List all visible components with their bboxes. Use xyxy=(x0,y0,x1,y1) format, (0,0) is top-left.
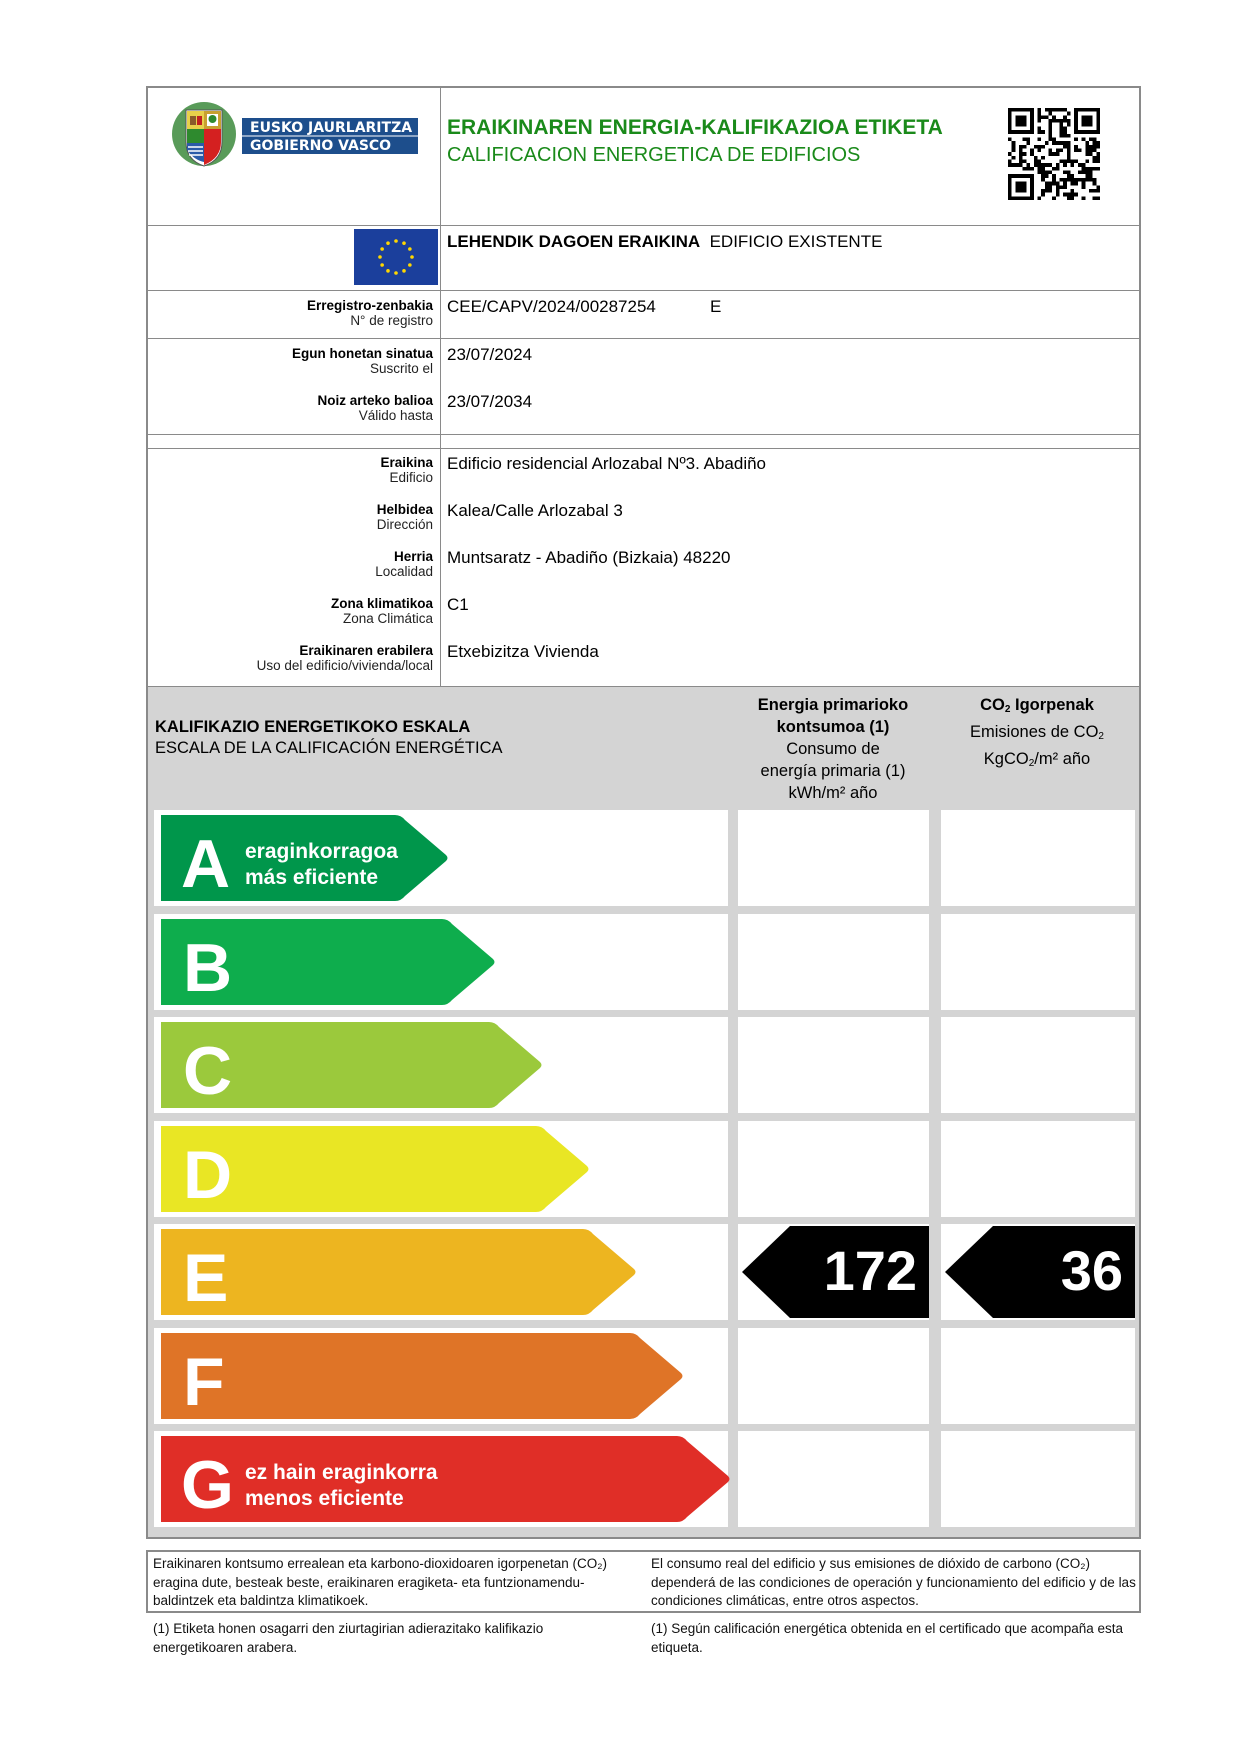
valid-until-label: Noiz arteko balioa Válido hasta xyxy=(317,393,433,423)
rating-bar-g xyxy=(161,1436,732,1522)
footer-note-basque: Eraikinaren kontsumo errealean eta karbono-dioxidoaren igorpenetan (CO₂) eragina dute, besteak beste, eraikinaren eragiketa- eta funtzionamendu-baldintzek eta baldintza klimatikoek. xyxy=(153,1556,607,1608)
co2-cell xyxy=(941,1328,1135,1424)
building-use-value: Etxebizitza Vivienda xyxy=(447,642,599,661)
rating-bar-a xyxy=(161,815,450,901)
scale-title-basque: KALIFIKAZIO ENERGETIKOKO ESKALA xyxy=(155,718,471,736)
rating-caption-basque: eraginkorragoa xyxy=(245,840,398,863)
rating-letter: E xyxy=(183,1240,229,1315)
rating-bar-d xyxy=(161,1126,591,1212)
energy-cell xyxy=(738,1121,929,1217)
valid-until-value: 23/07/2034 xyxy=(447,392,533,411)
rating-letter: A xyxy=(181,826,231,901)
divider xyxy=(146,434,1141,435)
title-spanish: CALIFICACION ENERGETICA DE EDIFICIOS xyxy=(447,144,861,166)
title-basque: ERAIKINAREN ENERGIA-KALIFIKAZIOA ETIKETA xyxy=(447,116,943,139)
rating-caption-spanish: menos eficiente xyxy=(245,1487,404,1510)
footnote-spanish: (1) Según calificación energética obtenida en el certificado que acompaña esta etiqueta. xyxy=(651,1621,1124,1655)
footnote-basque: (1) Etiketa honen osagarri den ziurtagirian adierazitako kalifikazio energetikoaren arabera. xyxy=(153,1621,544,1655)
rating-letter: F xyxy=(183,1343,225,1419)
rating-bar-f xyxy=(161,1333,685,1419)
co2-cell xyxy=(941,914,1135,1010)
registry-rating: E xyxy=(710,297,722,316)
svg-text:GOBIERNO VASCO: GOBIERNO VASCO xyxy=(250,138,392,154)
energy-cell xyxy=(738,810,929,906)
co2-cell xyxy=(941,1017,1135,1113)
co2-cell xyxy=(941,1121,1135,1217)
eu-flag-icon xyxy=(354,229,438,285)
rating-letter: B xyxy=(183,929,233,1005)
scale-title-spanish: ESCALA DE LA CALIFICACIÓN ENERGÉTICA xyxy=(155,739,503,757)
locality-label: Herria Localidad xyxy=(375,549,433,579)
energy-cell xyxy=(738,1431,929,1527)
energy-cell xyxy=(738,1328,929,1424)
qr-code-icon[interactable] xyxy=(1008,108,1100,200)
co2-rating-indicator-value: 36 xyxy=(1060,1239,1123,1302)
co2-rating-indicator xyxy=(941,1224,1135,1320)
building-label: Eraikina Edificio xyxy=(380,455,433,485)
rating-letter: G xyxy=(181,1447,234,1522)
divider xyxy=(146,225,1141,226)
address-label: Helbidea Dirección xyxy=(376,502,433,532)
climate-zone-value: C1 xyxy=(447,595,469,614)
locality-value: Muntsaratz - Abadiño (Bizkaia) 48220 xyxy=(447,548,731,567)
co2-cell xyxy=(941,1431,1135,1527)
rating-letter: D xyxy=(183,1136,233,1212)
rating-letter: C xyxy=(183,1033,233,1108)
energy-rating-indicator xyxy=(738,1224,929,1320)
building-type-eu: LEHENDIK DAGOEN ERAIKINA xyxy=(447,232,701,251)
column-divider xyxy=(440,86,441,686)
coat-of-arms-icon xyxy=(170,100,420,170)
co2-cell xyxy=(941,810,1135,906)
rating-bar-e xyxy=(161,1229,638,1315)
energy-cell xyxy=(738,1017,929,1113)
energy-column-header: Energia primarioko kontsumoa (1) Consumo de energía primaria (1) kWh/m² año xyxy=(757,696,909,802)
svg-text:EUSKO JAURLARITZA: EUSKO JAURLARITZA xyxy=(250,120,413,136)
rating-caption-spanish: más eficiente xyxy=(245,866,379,889)
footer-note-spanish: El consumo real del edificio y sus emisiones de dióxido de carbono (CO₂) dependerá de las condiciones de operación y funcionamiento del edificio y de las condiciones climáticas, entre otros aspectos. xyxy=(651,1556,1136,1608)
building-use-label: Eraikinaren erabilera Uso del edificio/vivienda/local xyxy=(256,643,433,673)
signed-date-label: Egun honetan sinatua Suscrito el xyxy=(291,346,433,376)
registry-number: CEE/CAPV/2024/00287254 xyxy=(447,297,656,316)
address-value: Kalea/Calle Arlozabal 3 xyxy=(447,501,623,520)
divider xyxy=(146,338,1141,339)
signed-date-value: 23/07/2024 xyxy=(447,345,533,364)
rating-bar-c xyxy=(161,1022,544,1108)
climate-zone-label: Zona klimatikoa Zona Climática xyxy=(330,596,433,626)
energy-cell xyxy=(738,914,929,1010)
co2-column-header: $CO_2$ Igorpenak Emisiones de $CO_2$ KgCO$_2$/m² año xyxy=(970,696,1104,769)
gobierno-vasco-logo xyxy=(170,100,420,170)
divider xyxy=(146,448,1141,449)
building-type-es: EDIFICIO EXISTENTE xyxy=(709,232,883,251)
rating-caption-basque: ez hain eraginkorra xyxy=(245,1461,438,1484)
energy-rating-indicator-value: 172 xyxy=(823,1239,917,1302)
registry-label: Erregistro-zenbakia N° de registro xyxy=(306,298,433,328)
divider xyxy=(146,290,1141,291)
building-value: Edificio residencial Arlozabal Nº3. Abadiño xyxy=(447,454,767,473)
rating-bar-b xyxy=(161,919,497,1005)
building-type xyxy=(447,232,882,252)
